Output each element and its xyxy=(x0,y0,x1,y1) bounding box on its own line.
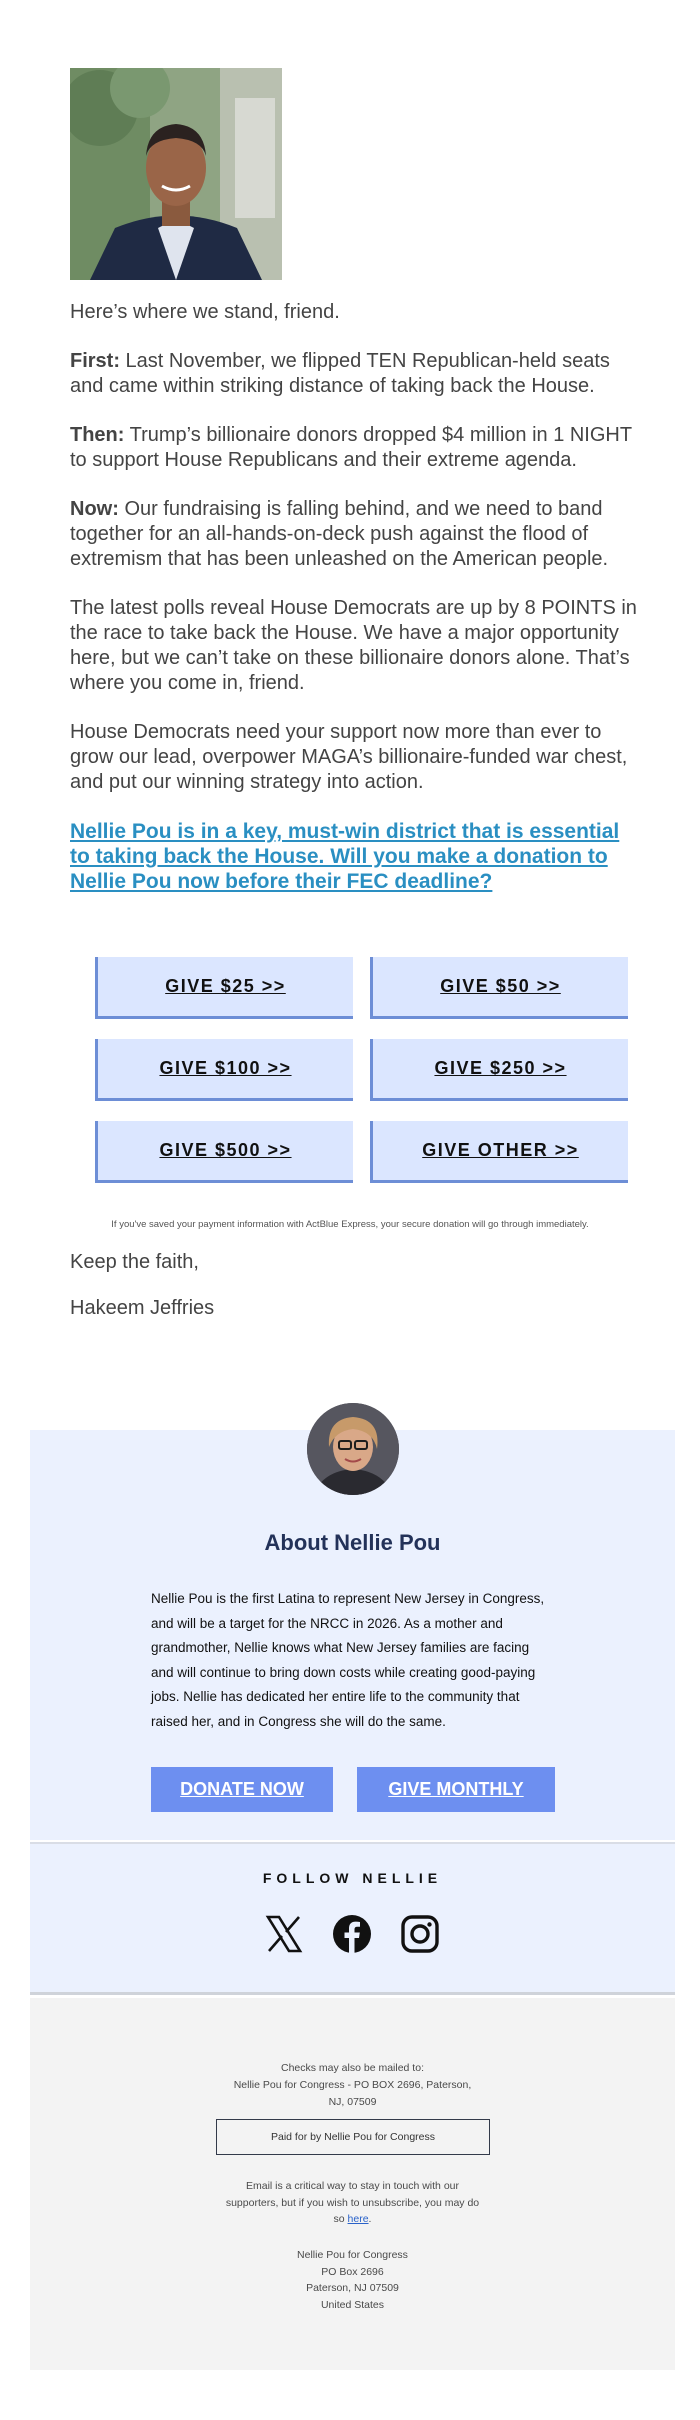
text-then: Trump’s billionaire donors dropped $4 million in 1 NIGHT to support House Republicans and their extreme agenda. xyxy=(70,424,632,471)
give-250-button[interactable]: GIVE $250 >> xyxy=(370,1039,628,1101)
address-line: Paterson, NJ 07509 xyxy=(306,2282,399,2294)
instagram-icon[interactable] xyxy=(400,1914,440,1954)
give-500-button[interactable]: GIVE $500 >> xyxy=(95,1121,353,1183)
text-first: Last November, we flipped TEN Republican-held seats and came within striking distance of taking back the House. xyxy=(70,350,610,397)
address-line: PO Box 2696 xyxy=(321,2265,384,2278)
unsubscribe-copy: Email is a critical way to stay in touch with our supporters, but if you wish to unsubscribe, you may do so xyxy=(225,2180,480,2225)
mail-line: Checks may also be mailed to: xyxy=(281,2062,424,2074)
mailing-address xyxy=(30,2247,675,2313)
give-100-button[interactable]: GIVE $100 >> xyxy=(95,1039,353,1101)
unsubscribe-link[interactable]: here xyxy=(347,2213,369,2225)
about-body: Nellie Pou is the first Latina to represent New Jersey in Congress, and will be a target for the NRCC in 2026. As a mother and grandmother, Nellie knows what New Jersey families are facing and will continue to bring down costs while creating good-paying jobs. Nellie has dedicated her entire life to the community that raised her, and in Congress she will do the same. xyxy=(151,1591,545,1729)
paragraph-first xyxy=(70,349,640,399)
unsubscribe-end: . xyxy=(368,2213,372,2225)
follow-label: FOLLOW NELLIE xyxy=(262,1870,443,1886)
give-50-button[interactable]: GIVE $50 >> xyxy=(370,957,628,1019)
letter-body xyxy=(70,300,640,894)
closing: Keep the faith, xyxy=(70,1251,199,1273)
text-now: Our fundraising is falling behind, and we need to band together for an all-hands-on-deck push against the flood of extremism that has been unleashed on the American people. xyxy=(70,498,609,570)
x-icon[interactable] xyxy=(264,1914,304,1954)
unsubscribe-text xyxy=(225,2178,480,2228)
address-line: Nellie Pou for Congress xyxy=(297,2249,408,2261)
lead-now: Now: xyxy=(70,498,119,520)
signoff xyxy=(70,1250,630,1342)
hakeem-jeffries-photo xyxy=(70,68,282,280)
lead-first: First: xyxy=(70,350,120,372)
greeting: Here’s where we stand, friend. xyxy=(70,301,340,323)
nellie-pou-avatar xyxy=(307,1403,399,1495)
paragraph-then xyxy=(70,423,640,473)
about-title: About Nellie Pou xyxy=(264,1530,441,1555)
lead-then: Then: xyxy=(70,424,125,446)
signature: Hakeem Jeffries xyxy=(70,1297,215,1319)
facebook-icon[interactable] xyxy=(332,1914,372,1954)
give-other-button[interactable]: GIVE OTHER >> xyxy=(370,1121,628,1183)
give-button-grid xyxy=(95,957,625,1183)
give-monthly-button[interactable]: GIVE MONTHLY xyxy=(357,1767,555,1812)
actblue-express-note: If you've saved your payment information with ActBlue Express, your secure donation will go through immediately. xyxy=(111,1219,589,1230)
paid-for-by-box: Paid for by Nellie Pou for Congress xyxy=(216,2119,490,2155)
give-25-button[interactable]: GIVE $25 >> xyxy=(95,957,353,1019)
donation-cta-link[interactable]: Nellie Pou is in a key, must-win district that is essential to taking back the House. Will you make a donation to Nellie Pou now before their FEC deadline? xyxy=(70,820,620,893)
paragraph-now xyxy=(70,497,640,572)
paragraph-polls: The latest polls reveal House Democrats are up by 8 POINTS in the race to take back the House. We have a major opportunity here, but we can’t take on these billionaire donors alone. That’s where you come in, friend. xyxy=(70,597,637,694)
paragraph-support: House Democrats need your support now more than ever to grow our lead, overpower MAGA’s billionaire-funded war chest, and put our winning strategy into action. xyxy=(70,721,628,793)
mail-address: Nellie Pou for Congress - PO BOX 2696, Paterson, NJ, 07509 xyxy=(233,2079,472,2108)
donate-now-button[interactable]: DONATE NOW xyxy=(151,1767,333,1812)
address-line: United States xyxy=(320,2298,385,2311)
